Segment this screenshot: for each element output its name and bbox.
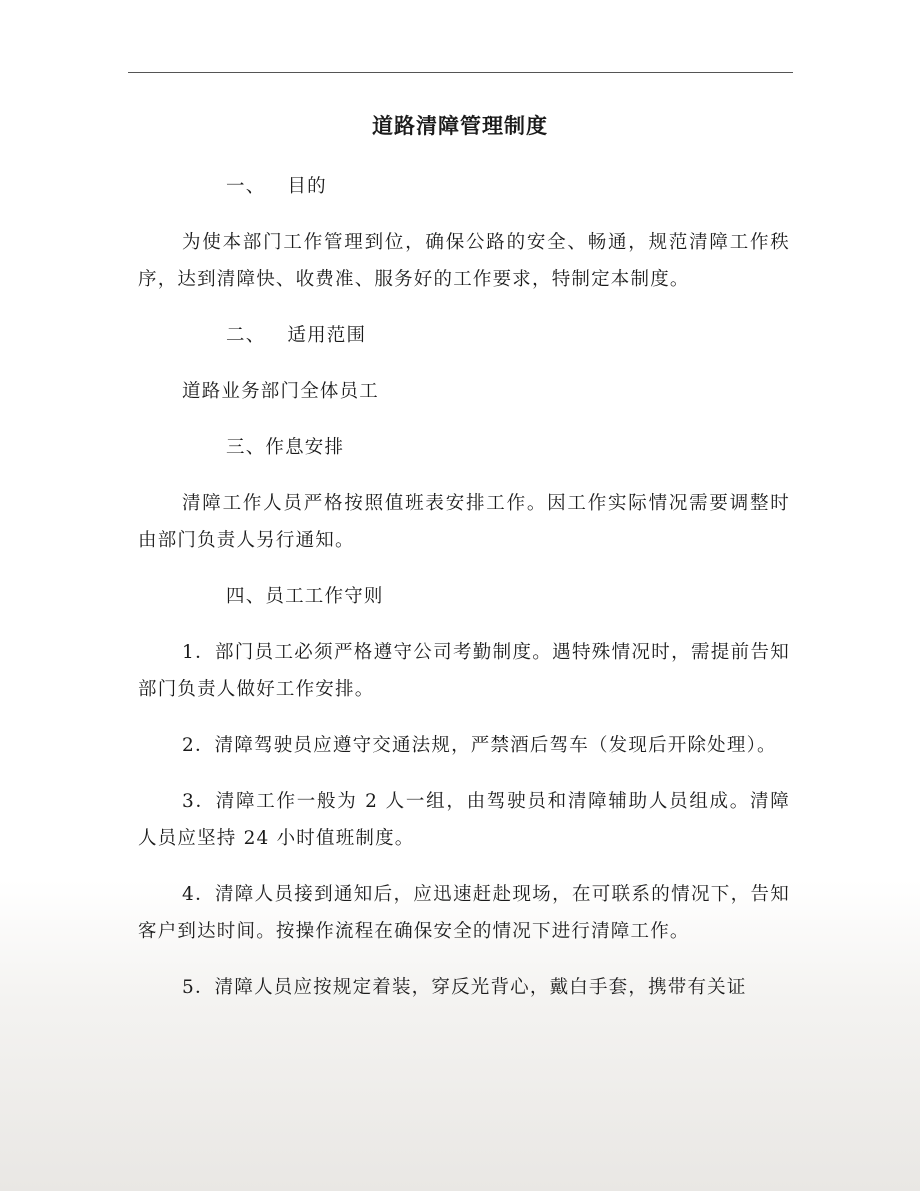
rule-item-1: 1．部门员工必须严格遵守公司考勤制度。遇特殊情况时，需提前告知部门负责人做好工作安排。 bbox=[138, 642, 790, 700]
section-heading-text: 作息安排 bbox=[265, 437, 345, 458]
section-heading-schedule bbox=[138, 429, 790, 466]
section-heading-text: 适用范围 bbox=[287, 325, 367, 346]
section-number: 一、 bbox=[226, 176, 266, 197]
rule-item-4: 4．清障人员接到通知后，应迅速赶赴现场，在可联系的情况下，告知客户到达时间。按操作流程在确保安全的情况下进行清障工作。 bbox=[138, 884, 790, 942]
rule-item-2: 2．清障驾驶员应遵守交通法规，严禁酒后驾车（发现后开除处理）。 bbox=[182, 735, 777, 756]
section-heading-purpose bbox=[138, 168, 790, 205]
document-body bbox=[138, 168, 790, 1006]
paragraph-scope: 道路业务部门全体员工 bbox=[182, 381, 380, 402]
section-number: 二、 bbox=[226, 325, 266, 346]
document-title: 道路清障管理制度 bbox=[372, 113, 548, 138]
paragraph-purpose: 为使本部门工作管理到位，确保公路的安全、畅通，规范清障工作秩序，达到清障快、收费准、服务好的工作要求，特制定本制度。 bbox=[138, 232, 790, 290]
rule-item-3: 3．清障工作一般为 2 人一组，由驾驶员和清障辅助人员组成。清障人员应坚持 24 小时值班制度。 bbox=[138, 791, 790, 849]
rule-item-5: 5．清障人员应按规定着装，穿反光背心，戴白手套，携带有关证 bbox=[182, 977, 747, 998]
section-heading-scope bbox=[138, 317, 790, 354]
header-rule bbox=[128, 72, 793, 73]
section-heading-rules bbox=[138, 578, 790, 615]
section-heading-text: 员工工作守则 bbox=[265, 586, 384, 607]
paragraph-schedule: 清障工作人员严格按照值班表安排工作。因工作实际情况需要调整时由部门负责人另行通知。 bbox=[138, 493, 790, 551]
section-number: 三、 bbox=[226, 437, 266, 458]
section-heading-text: 目的 bbox=[287, 176, 327, 197]
section-number: 四、 bbox=[226, 586, 266, 607]
